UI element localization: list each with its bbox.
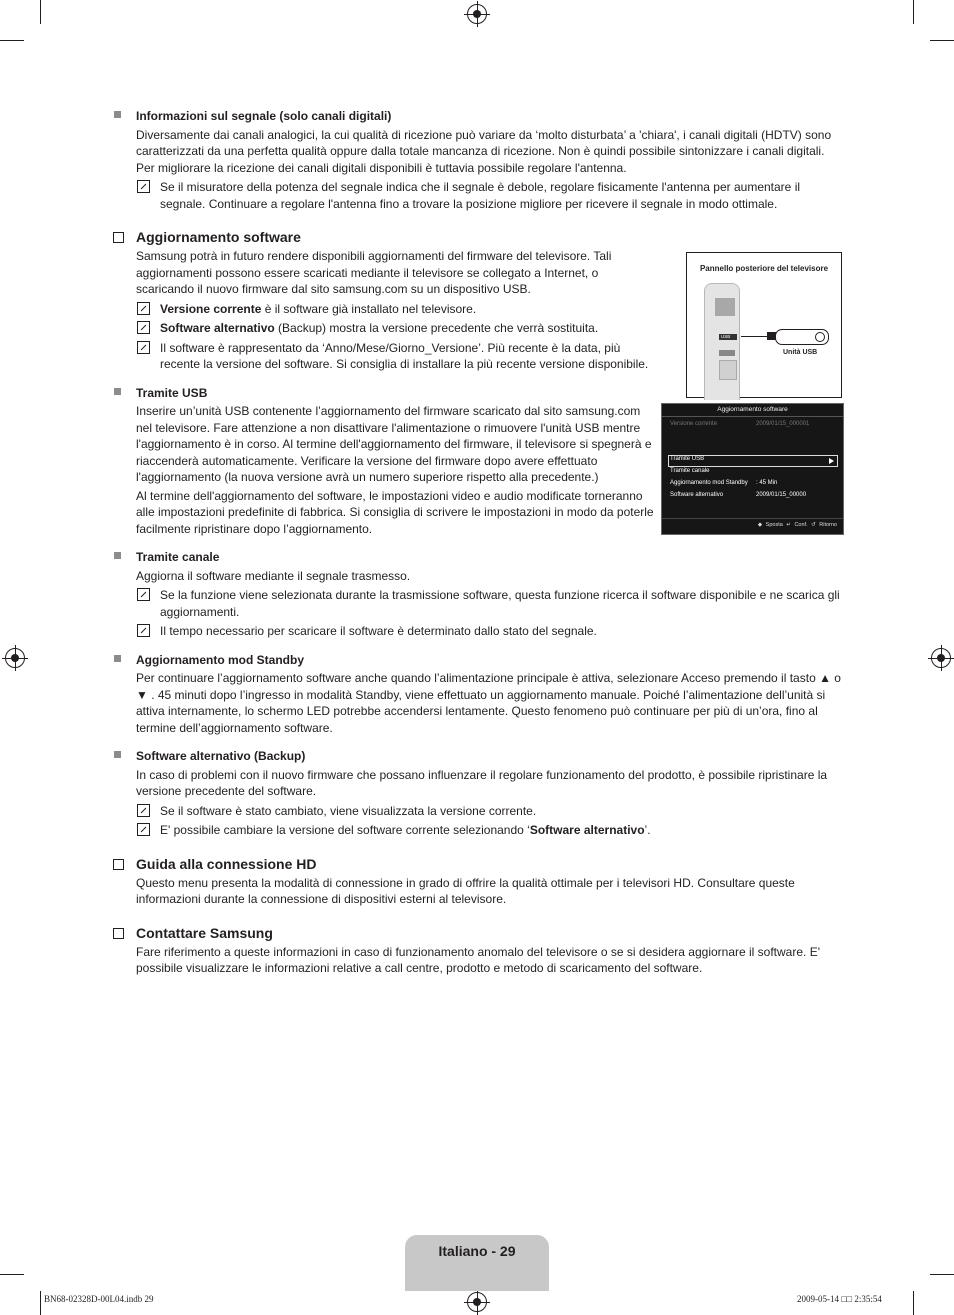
paragraph: Inserire un’unità USB contenente l’aggiornamento del firmware scaricato dal sito samsung.com nel televisore. Fare attenzione a non disattivare l'alimentazione o rimuovere l'unità USB mentre l'aggiornamento è in corso. Al termine dell'aggiornamento del firmware, il televisore si spegnerà e riaccenderà automaticamente. Verificare la versione del firmware dopo avere effettuato l'aggiornamento (la nuova versione avrà un numero superiore rispetto alla precedente.) (136, 404, 652, 484)
crop-mark (40, 1291, 41, 1315)
note (160, 803, 842, 820)
note (160, 623, 842, 640)
crop-mark (913, 0, 914, 24)
paragraph: Diversamente dai canali analogici, la cui qualità di ricezione può variare da ‘molto disturbata’ a 'chiara', i canali digitali (HDTV) sono caratterizzati da una perfetta qualità oppure dalla totale mancanza di ricezione. Non è quindi possibile sintonizzare i canali digitali. Per migliorare la ricezione dei canali digitali disponibili è tuttavia possibile regolare l'antenna. (136, 127, 832, 175)
square-bullet-icon (114, 388, 121, 395)
note-text: ’. (644, 823, 651, 837)
subheading-info-signal (112, 108, 842, 125)
osd-row-label: Versione corrente (670, 421, 718, 427)
osd-title: Aggiornamento software (717, 406, 788, 413)
usb-drive-icon (775, 329, 829, 345)
print-slug-left: BN68-02328D-00L04.indb 29 (44, 1294, 154, 1304)
osd-menu-item-channel[interactable] (670, 468, 840, 474)
section-heading-contact (112, 924, 842, 942)
checkbox-bullet-icon (113, 928, 124, 939)
note-text: E' possibile cambiare la versione del software corrente selezionando ‘ (160, 823, 530, 837)
note (160, 822, 842, 839)
osd-menu-item-usb[interactable] (670, 456, 840, 462)
note-icon (137, 624, 150, 637)
paragraph: Fare riferimento a queste informazioni in caso di funzionamento anomalo del televisore o se si desidera aggiornare il software. E' possibile visualizzare le informazioni relative a call centre, prodotto e metodo di scaricamento del software. (136, 944, 820, 975)
osd-menu-item-standby[interactable] (670, 480, 840, 486)
note-text: Se il misuratore della potenza del segnale indica che il segnale è debole, regolare fisicamente l'antenna per aumentare il segnale. Continuare a regolare l'antenna fino a trovare la posizione migliore per ricevere il segnale in modo ottimale. (160, 180, 801, 211)
osd-divider (662, 416, 843, 417)
osd-row-label: Software alternativo (670, 492, 724, 498)
crop-mark (40, 0, 41, 24)
usb-port-icon (719, 334, 737, 340)
square-bullet-icon (114, 111, 121, 118)
note (160, 301, 660, 318)
osd-row-value: 2009/01/15_000001 (756, 421, 810, 427)
osd-row-label: Aggiornamento mod Standby (670, 480, 748, 486)
checkbox-bullet-icon (113, 859, 124, 870)
page-content (112, 108, 842, 977)
note (160, 340, 660, 373)
rear-panel-figure (686, 252, 842, 398)
note-text: è il software già installato nel televisore. (261, 301, 477, 316)
crop-mark (930, 40, 954, 41)
paragraph: In caso di problemi con il nuovo firmware che possano influenzare il regolare funzionamento del prodotto, è possibile ripristinare la versione precedente del software. (136, 767, 828, 798)
subheading-text: Software alternativo (Backup) (136, 749, 306, 763)
note-text: Se il software è stato cambiato, viene visualizzata la versione corrente. (160, 803, 537, 818)
crop-mark (0, 1274, 24, 1275)
paragraph: Samsung potrà in futuro rendere disponibili aggiornamenti del firmware del televisore. Tali aggiornamenti possono essere scaricati mediante il televisore se collegato a Internet, o scaricando il nuovo firmware dal sito samsung.com su un dispositivo USB. (136, 249, 612, 296)
section-heading-sw-update (112, 228, 842, 246)
note-bold: Software alternativo (160, 321, 275, 335)
note-text: (Backup) mostra la versione precedente che verrà sostituita. (274, 321, 599, 335)
registration-mark-icon (931, 648, 951, 668)
note (160, 320, 660, 337)
tv-panel-illustration (704, 283, 740, 400)
osd-menu-item-alt-software[interactable] (670, 492, 840, 498)
registration-mark-icon (5, 648, 25, 668)
registration-mark-icon (467, 4, 487, 24)
section-heading-text: Contattare Samsung (136, 924, 273, 941)
crop-mark (930, 1274, 954, 1275)
subheading-text: Tramite canale (136, 550, 220, 564)
usb-port-label: USB (721, 334, 731, 339)
note-text: Il software è rappresentato da ‘Anno/Mese/Giorno_Versione’. Più recente è la data, più recente la versione del software. Si consiglia di installare la più recente versione disponibile. (160, 340, 649, 371)
note-icon (137, 804, 150, 817)
port-block-icon (719, 350, 735, 356)
crop-mark (0, 40, 24, 41)
note-icon (137, 341, 150, 354)
section-heading-hd-guide (112, 855, 842, 873)
note (160, 587, 842, 620)
note-text: Se la funzione viene selezionata durante la trasmissione software, questa funzione ricerca il software disponibile e ne scarica gli aggiornamenti. (160, 588, 840, 619)
paragraph: Per continuare l’aggiornamento software anche quando l’alimentazione principale è attiva, selezionare Acceso premendo il tasto ▲ o ▼ . 45 minuti dopo l’ingresso in modalità Standby, viene effettuato un aggiornamento manuale. Poiché l’alimentazione dell’unità si attiva internamente, lo schermo LED potrebbe accendersi lentamente. Questo fenomeno può continuare per più di un’ora, fino al termine dell’aggiornamento software. (136, 671, 841, 735)
subheading-text: Informazioni sul segnale (solo canali digitali) (136, 109, 392, 123)
page-number-tab (405, 1235, 549, 1291)
note-icon (137, 588, 150, 601)
note-icon (137, 823, 150, 836)
checkbox-bullet-icon (113, 232, 124, 243)
registration-mark-icon (467, 1292, 487, 1312)
osd-current-version-row (670, 421, 840, 427)
osd-row-label: Tramite USB (670, 456, 705, 462)
paragraph: Questo menu presenta la modalità di connessione in grado di offrire la qualità ottimale per i televisori HD. Consultare queste informazioni durante la connessione di dispositivi esterni al televisore. (136, 875, 795, 906)
subheading-standby (112, 652, 842, 669)
paragraph: Aggiorna il software mediante il segnale trasmesso. (136, 568, 411, 583)
note-bold: Software alternativo (529, 823, 645, 837)
paragraph: Al termine dell'aggiornamento del software, le impostazioni video e audio modificate torneranno alle impostazioni predefinite di fabbrica. Si consiglia di scrivere le impostazioni in modo da poterle facilmente ripristinare dopo l’aggiornamento. (136, 488, 654, 536)
osd-row-label: Tramite canale (670, 468, 710, 474)
port-block-icon (715, 298, 735, 316)
subheading-alt-sw (112, 748, 842, 765)
osd-footer-help: ◆ Sposta ↵ Conf. ↺ Ritorno (757, 522, 837, 528)
note-icon (137, 302, 150, 315)
section-heading-text: Guida alla connessione HD (136, 855, 317, 872)
osd-row-value: 2009/01/15_00000 (756, 492, 807, 498)
usb-drive-label: Unità USB (783, 349, 818, 356)
subheading-text: Aggiornamento mod Standby (136, 652, 304, 667)
page-number: Italiano - 29 (438, 1243, 516, 1259)
subheading-text: Tramite USB (136, 385, 208, 400)
port-block-icon (719, 360, 737, 380)
figure-caption: Pannello posteriore del televisore (699, 264, 829, 273)
crop-mark (913, 1291, 914, 1315)
subheading-via-channel (112, 549, 842, 566)
osd-row-value: : 45 Min (756, 480, 778, 486)
note-icon (137, 321, 150, 334)
note-bold: Versione corrente (160, 301, 262, 316)
osd-software-update-menu (661, 403, 844, 535)
square-bullet-icon (114, 751, 121, 758)
square-bullet-icon (114, 552, 121, 559)
note-text: Il tempo necessario per scaricare il software è determinato dallo stato del segnale. (160, 624, 597, 638)
note-icon (137, 180, 150, 193)
osd-divider (662, 518, 843, 519)
usb-cable-icon (741, 336, 767, 337)
print-slug-right: 2009-05-14 □□ 2:35:54 (797, 1294, 882, 1304)
section-heading-text: Aggiornamento software (136, 229, 301, 245)
note (160, 179, 842, 212)
square-bullet-icon (114, 655, 121, 662)
